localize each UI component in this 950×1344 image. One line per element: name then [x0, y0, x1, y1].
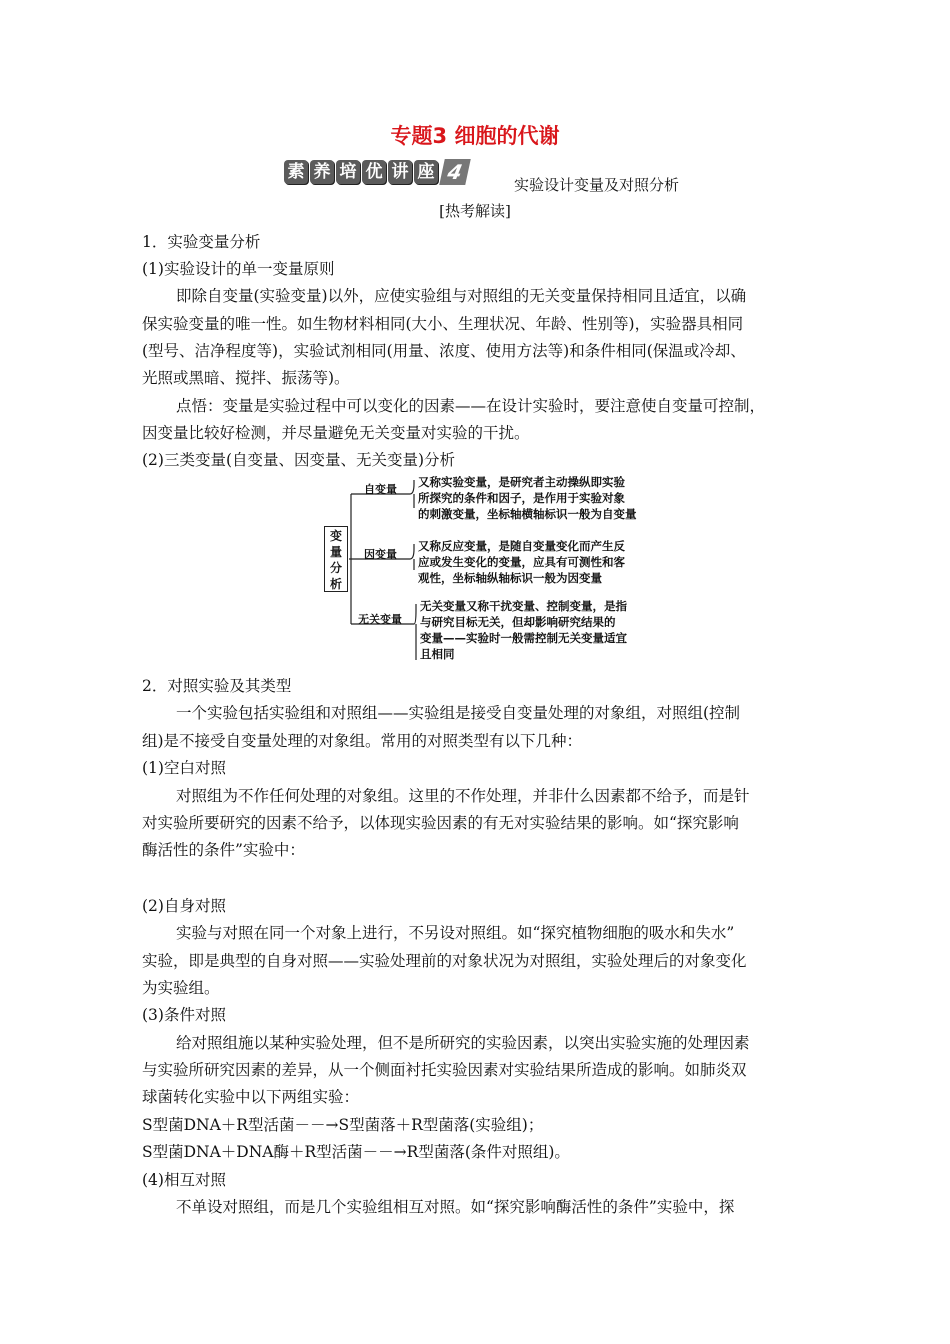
- subsection-heading: (3)条件对照: [142, 1006, 226, 1024]
- banner-title: 实验设计变量及对照分析: [514, 176, 680, 194]
- root-box: [324, 526, 348, 592]
- paragraph-line: 组)是不接受自变量处理的对象组。常用的对照类型有以下几种：: [142, 732, 583, 750]
- badge-char: 优: [362, 160, 386, 184]
- paragraph-line: 保实验变量的唯一性。如生物材料相同(大小、生理状况、年龄、性别等)，实验器具相同: [142, 315, 744, 333]
- description-line: 无关变量又称干扰变量、控制变量，是指: [420, 599, 627, 613]
- description-line: 与研究目标无关，但却影响研究结果的: [420, 615, 616, 629]
- description-line: 的刺激变量，坐标轴横轴标识一般为自变量: [418, 507, 637, 521]
- description-line: 应或发生变化的变量，应具有可测性和客: [418, 555, 625, 569]
- paragraph-line: 对照组为不作任何处理的对象组。这里的不作处理，并非什么因素都不给予，而是针: [176, 787, 750, 805]
- section-heading: 2．对照实验及其类型: [142, 677, 292, 695]
- badge-char: 养: [310, 160, 334, 184]
- page-title: 专题3 细胞的代谢: [390, 124, 560, 148]
- description-line: 又称反应变量，是随自变量变化而产生反: [418, 539, 625, 553]
- paragraph-line: (型号、洁净程度等)，实验试剂相同(用量、浓度、使用方法等)和条件相同(保温或冷却、: [142, 342, 746, 360]
- branch-label: 因变量: [364, 548, 397, 561]
- branch-description: [418, 538, 625, 586]
- description-line: 观性，坐标轴纵轴标识一般为因变量: [418, 571, 602, 585]
- branch-description: [418, 474, 637, 522]
- subsection-heading: (2)自身对照: [142, 897, 226, 915]
- branch-label: 无关变量: [358, 613, 402, 626]
- branch-label: 自变量: [364, 483, 397, 496]
- subsection-heading: (2)三类变量(自变量、因变量、无关变量)分析: [142, 451, 456, 469]
- variable-analysis-diagram: [318, 474, 718, 674]
- paragraph-line: 因变量比较好检测，并尽量避免无关变量对实验的干扰。: [142, 424, 530, 442]
- section-subhead: [热考解读]: [439, 202, 511, 220]
- lecture-banner: [284, 157, 468, 187]
- paragraph-line: 一个实验包括实验组和对照组——实验组是接受自变量处理的对象组，对照组(控制: [176, 704, 741, 722]
- description-line: 又称实验变量，是研究者主动操纵即实验: [418, 475, 625, 489]
- root-char: 析: [329, 577, 342, 591]
- paragraph-line: 即除自变量(实验变量)以外，应使实验组与对照组的无关变量保持相同且适宜，以确: [176, 287, 747, 305]
- badge-char: 培: [336, 160, 360, 184]
- paragraph-line: 实验与对照在同一个对象上进行，不另设对照组。如“探究植物细胞的吸水和失水”: [176, 924, 735, 942]
- description-line: 且相同: [420, 647, 455, 661]
- badge-number: 4: [439, 159, 471, 185]
- branch-description: [420, 598, 627, 662]
- badge-char: 座: [414, 160, 438, 184]
- paragraph-line: 酶活性的条件”实验中：: [142, 841, 305, 859]
- equation-line: S型菌DNA＋DNA酶＋R型活菌－－→R型菌落(条件对照组)。: [142, 1143, 570, 1161]
- paragraph-line: 球菌转化实验中以下两组实验：: [142, 1088, 360, 1106]
- paragraph-line: 实验，即是典型的自身对照——实验处理前的对象状况为对照组，实验处理后的对象变化: [142, 952, 747, 970]
- section-heading: 1．实验变量分析: [142, 233, 261, 251]
- lecture-badge: [284, 159, 468, 185]
- paragraph-line: 对实验所要研究的因素不给予，以体现实验因素的有无对实验结果的影响。如“探究影响: [142, 814, 739, 832]
- description-line: 变量——实验时一般需控制无关变量适宜: [420, 631, 627, 645]
- paragraph-line: 不单设对照组，而是几个实验组相互对照。如“探究影响酶活性的条件”实验中，探: [176, 1198, 735, 1216]
- badge-char: 讲: [388, 160, 412, 184]
- paragraph-line: 光照或黑暗、搅拌、振荡等)。: [142, 369, 350, 387]
- description-line: 所探究的条件和因子，是作用于实验对象: [418, 491, 625, 505]
- subsection-heading: (1)实验设计的单一变量原则: [142, 260, 335, 278]
- paragraph-line: 与实验所研究因素的差异，从一个侧面衬托实验因素对实验结果所造成的影响。如肺炎双: [142, 1061, 747, 1079]
- paragraph-line: 给对照组施以某种实验处理，但不是所研究的实验因素，以突出实验实施的处理因素: [176, 1034, 750, 1052]
- equation-line: S型菌DNA＋R型活菌－－→S型菌落＋R型菌落(实验组)；: [142, 1116, 544, 1134]
- badge-char: 素: [284, 160, 308, 184]
- subsection-heading: (4)相互对照: [142, 1171, 226, 1189]
- paragraph-line: 点悟：变量是实验过程中可以变化的因素——在设计实验时，要注意使自变量可控制，: [176, 397, 766, 415]
- root-char: 变: [329, 529, 342, 543]
- root-char: 量: [329, 545, 342, 559]
- root-char: 分: [329, 561, 342, 575]
- paragraph-line: 为实验组。: [142, 979, 220, 997]
- subsection-heading: (1)空白对照: [142, 759, 226, 777]
